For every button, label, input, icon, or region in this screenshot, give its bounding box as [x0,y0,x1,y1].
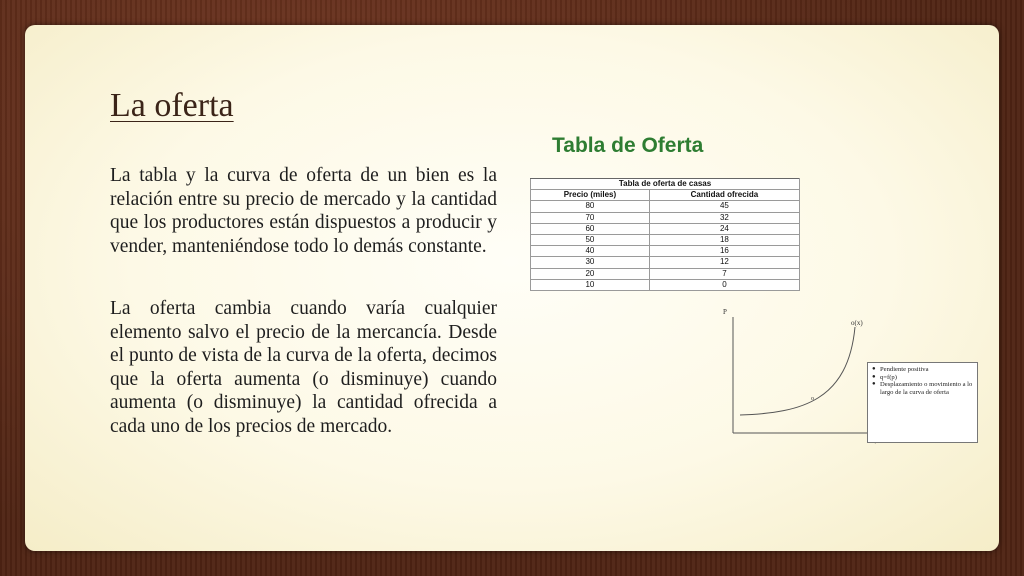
table-row [531,223,800,234]
price-cell: 40 [531,246,650,257]
quantity-cell: 45 [649,201,799,212]
price-cell: 20 [531,268,650,279]
quantity-cell: 32 [649,212,799,223]
quantity-cell: 16 [649,246,799,257]
table-body [531,201,800,291]
table-row [531,279,800,290]
figure-title: Tabla de Oferta [552,134,704,157]
graph-legend [867,362,978,443]
legend-item: ● q=f(p) [872,373,897,381]
legend-item: ● Desplazamiento o movimiento a lo largo de la curva de oferta [872,381,973,396]
quantity-cell: 7 [649,268,799,279]
supply-table [530,178,800,291]
paragraph-supply-change: La oferta cambia cuando varía cualquier elemento salvo el precio de la mercancía. Desde el punto de vista de la curva de la oferta, decimos que la oferta aumenta (o disminuye) cuando aumenta (o disminuye) la cantidad ofrecida a cada uno de los precios de mercado. [110,298,497,437]
table-caption: Tabla de oferta de casas [531,179,800,190]
y-axis-label: P [723,308,727,316]
column-header-price: Precio (miles) [531,190,650,201]
slide-title: La oferta [110,87,234,124]
quantity-cell: 0 [649,279,799,290]
table-row [531,234,800,245]
supply-curve [740,327,855,415]
table-row [531,257,800,268]
legend-item: ● Pendiente positiva [872,366,929,373]
price-cell: 30 [531,257,650,268]
paragraph-definition: La tabla y la curva de oferta de un bien es la relación entre su precio de mercado y la cantidad que los productores están dispuestos a producir y vender, manteniéndose todo lo demás constante. [110,165,497,257]
table-row [531,212,800,223]
price-cell: 80 [531,201,650,212]
price-cell: 60 [531,223,650,234]
point-label: o [811,396,814,402]
price-cell: 10 [531,279,650,290]
table-row [531,268,800,279]
quantity-cell: 18 [649,234,799,245]
price-cell: 70 [531,212,650,223]
column-header-quantity: Cantidad ofrecida [649,190,799,201]
quantity-cell: 24 [649,223,799,234]
slide [25,25,999,551]
quantity-cell: 12 [649,257,799,268]
curve-label: o(x) [851,319,863,327]
table-row [531,201,800,212]
price-cell: 50 [531,234,650,245]
table-row [531,246,800,257]
